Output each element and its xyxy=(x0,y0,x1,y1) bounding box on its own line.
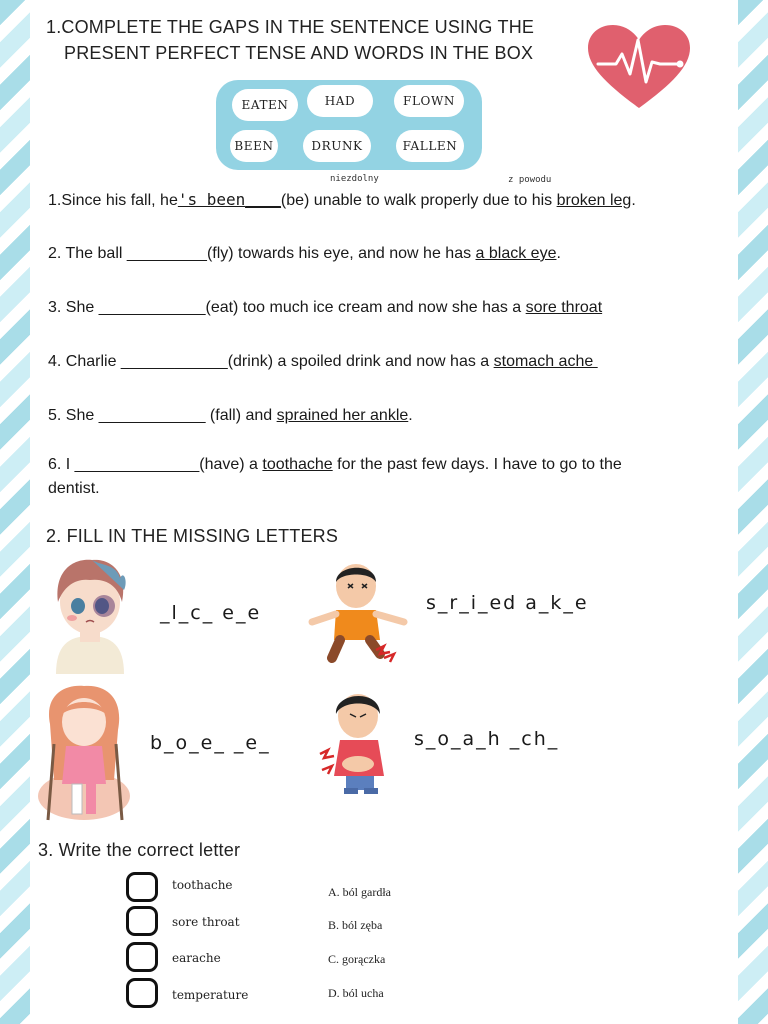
word-had: HAD xyxy=(307,85,373,117)
s6-end: for the past few days. I have to go to the xyxy=(332,456,622,473)
term-temperature: temperature xyxy=(172,988,249,1002)
s4-pre: 4. Charlie ____________(drink) a spoiled drink and now has a xyxy=(48,353,494,370)
sentence-5 xyxy=(48,404,718,428)
word-been: BEEN xyxy=(230,130,278,162)
section1-title-line2: PRESENT PERFECT TENSE AND WORDS IN THE BOX xyxy=(64,43,534,63)
black-eye-boy-illustration xyxy=(46,556,134,674)
s1-mid: (be) unable to walk properly due to his xyxy=(280,192,557,209)
sentence-1 xyxy=(48,188,718,213)
s5-pre: 5. She ____________ (fall) and xyxy=(48,407,277,424)
stomach-ache-boy-illustration xyxy=(318,684,404,796)
answer-box-1[interactable] xyxy=(126,872,158,902)
answer-box-2[interactable] xyxy=(126,906,158,936)
section3-title: 3. Write the correct letter xyxy=(38,840,241,860)
option-c: C. gorączka xyxy=(328,952,386,966)
s6-phrase: toothache xyxy=(262,456,333,473)
answer-box-3[interactable] xyxy=(126,942,158,972)
option-a: A. ból gardła xyxy=(328,885,391,899)
word-fallen: FALLEN xyxy=(396,130,464,162)
missing-letters-4: s_o_a_h _ch_ xyxy=(414,728,560,750)
heartbeat-heart-icon xyxy=(586,24,692,110)
s4-phrase: stomach ache xyxy=(493,353,598,370)
note-z-powodu: z powodu xyxy=(508,175,552,185)
s1-end: . xyxy=(631,192,636,209)
missing-letters-3: b_o_e_ _e_ xyxy=(150,732,271,754)
s2-pre: 2. The ball _________(fly) towards his eye, and now he has xyxy=(48,245,476,262)
s1-blank-end: ____ xyxy=(245,192,281,209)
option-d: D. ból ucha xyxy=(328,986,384,1000)
word-box xyxy=(216,80,482,170)
note-niezdolny: niezdolny xyxy=(330,174,379,184)
answer-box-4[interactable] xyxy=(126,978,158,1008)
term-toothache: toothache xyxy=(172,878,233,892)
missing-letters-2: s_r_i_ed a_k_e xyxy=(426,592,589,614)
word-eaten: EATEN xyxy=(232,89,298,121)
missing-letters-1: _l_c_ e_e xyxy=(160,602,262,624)
sentence-4 xyxy=(48,350,718,374)
term-earache: earache xyxy=(172,951,221,965)
s2-phrase: a black eye xyxy=(475,245,557,262)
word-drunk: DRUNK xyxy=(303,130,371,162)
word-flown: FLOWN xyxy=(394,85,464,117)
s5-phrase: sprained her ankle xyxy=(276,407,409,424)
sprained-ankle-boy-illustration xyxy=(306,558,412,670)
s1-pre: 1.Since his fall, he xyxy=(48,192,178,209)
left-stripe-border xyxy=(0,0,30,1024)
s3-pre: 3. She ____________(eat) too much ice cream and now she has a xyxy=(48,299,526,316)
right-stripe-border xyxy=(738,0,768,1024)
broken-leg-girl-illustration xyxy=(36,684,132,824)
sentence-3 xyxy=(48,296,718,320)
option-b: B. ból zęba xyxy=(328,918,383,932)
s3-phrase: sore throat xyxy=(525,299,603,316)
s6-pre: 6. I ______________(have) a xyxy=(48,456,263,473)
section2-title: 2. FILL IN THE MISSING LETTERS xyxy=(46,526,339,546)
s1-answer: 's been xyxy=(177,190,246,209)
s1-answer-blank xyxy=(178,192,281,209)
s6-line2: dentist. xyxy=(48,480,100,497)
s2-end: . xyxy=(556,245,561,262)
sentence-2 xyxy=(48,242,718,266)
section1-title-line1: 1.COMPLETE THE GAPS IN THE SENTENCE USING THE xyxy=(46,17,535,37)
section1-title xyxy=(46,14,566,66)
s5-end: . xyxy=(408,407,413,424)
term-sore-throat: sore throat xyxy=(172,915,240,929)
s1-phrase: broken leg xyxy=(556,192,632,209)
sentence-6 xyxy=(48,453,718,501)
